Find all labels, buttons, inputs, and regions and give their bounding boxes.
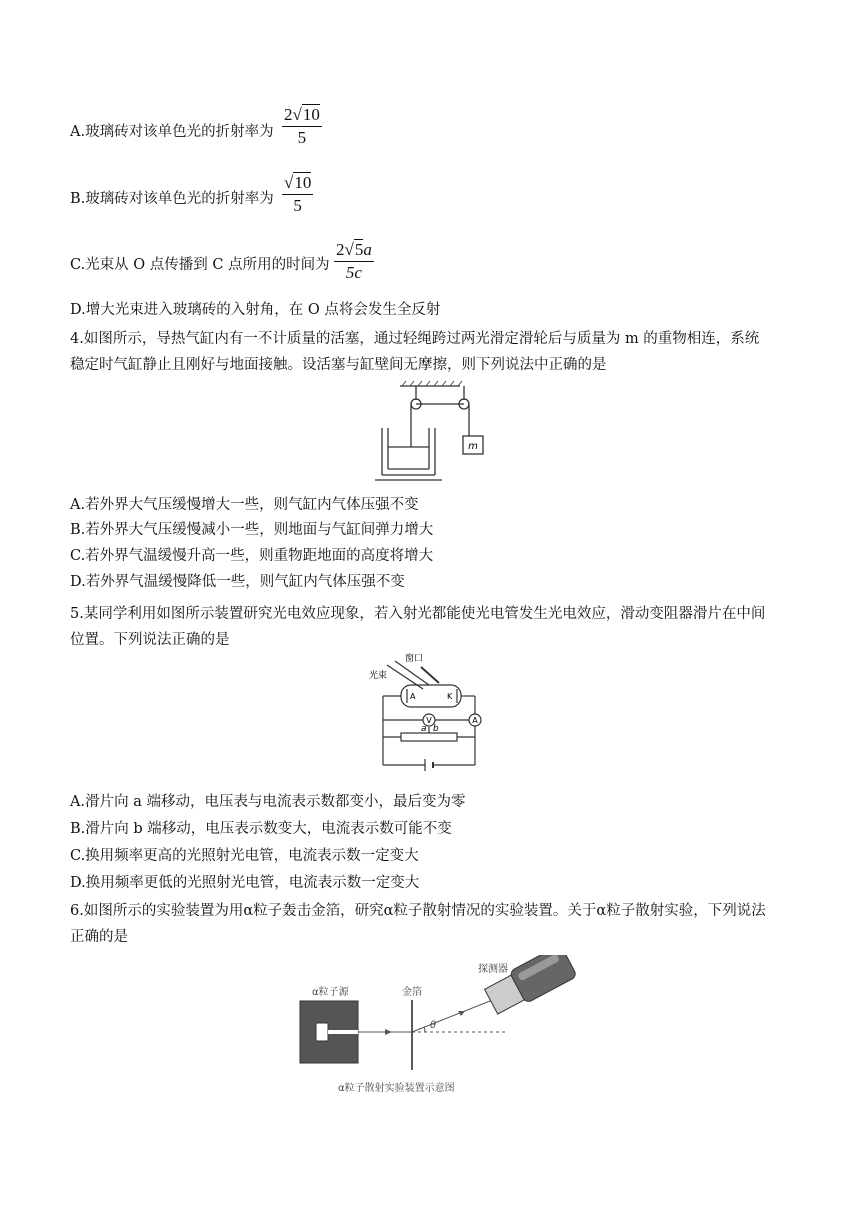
beam-label: 光束: [369, 671, 388, 681]
q5-option-a: A.滑片向 a 端移动，电压表与电流表示数都变小，最后变为零: [70, 794, 466, 810]
anode-label: A: [410, 692, 416, 701]
q4-option-c: C.若外界气温缓慢升高一些，则重物距地面的高度将增大: [70, 548, 434, 564]
q6-stem-line2: 正确的是: [70, 929, 128, 945]
q4-option-a: A.若外界大气压缓慢增大一些，则气缸内气体压强不变: [70, 497, 419, 513]
option-b: B.玻璃砖对该单色光的折射率为: [70, 191, 274, 207]
detector-label: 探测器: [478, 964, 508, 975]
q6-figure: [290, 955, 580, 1100]
angle-label: θ: [430, 1020, 437, 1031]
q4-option-b: B.若外界大气压缓慢减小一些，则地面与气缸间弹力增大: [70, 522, 434, 538]
voltmeter-label: V: [426, 716, 432, 725]
q5-figure: [365, 653, 500, 786]
q5-option-c: C.换用频率更高的光照射光电管，电流表示数一定变大: [70, 848, 419, 864]
mass-label: m: [468, 441, 478, 452]
option-d: D.增大光束进入玻璃砖的入射角，在 O 点将会发生全反射: [70, 302, 441, 318]
fraction-b: √10 5: [284, 173, 312, 215]
ammeter-label: A: [472, 716, 478, 725]
q4-stem-line1: 4.如图所示，导热气缸内有一不计质量的活塞，通过轻绳跨过两光滑定滑轮后与质量为 m 的重物相连，系统: [70, 331, 760, 347]
q5-option-d: D.换用频率更低的光照射光电管，电流表示数一定变大: [70, 875, 420, 891]
fraction-c: 2√5a 5c: [336, 240, 372, 282]
q5-stem-line2: 位置。下列说法正确的是: [70, 632, 230, 648]
option-a: A.玻璃砖对该单色光的折射率为: [70, 124, 274, 140]
option-c: C.光束从 O 点传播到 C 点所用的时间为: [70, 257, 330, 273]
fraction-a: 2√10 5: [284, 105, 320, 147]
window-label: 窗口: [405, 654, 424, 664]
q6-stem-line1: 6.如图所示的实验装置为用α粒子轰击金箔，研究α粒子散射情况的实验装置。关于α粒子散射实验，下列说法: [70, 903, 766, 919]
q4-stem-line2: 稳定时气缸静止且刚好与地面接触。设活塞与缸壁间无摩擦，则下列说法中正确的是: [70, 357, 607, 373]
q4-figure: [370, 380, 500, 486]
foil-label: 金箔: [402, 987, 422, 998]
end-a-label: a: [421, 724, 427, 734]
source-label: α粒子源: [312, 987, 349, 998]
cathode-label: K: [447, 692, 453, 701]
q4-option-d: D.若外界气温缓慢降低一些，则气缸内气体压强不变: [70, 574, 405, 590]
figure-caption: α粒子散射实验装置示意图: [338, 1083, 455, 1094]
q5-stem-line1: 5.某同学利用如图所示装置研究光电效应现象，若入射光都能使光电管发生光电效应，滑动变阻器滑片在中间: [70, 606, 766, 622]
q5-option-b: B.滑片向 b 端移动，电压表示数变大，电流表示数可能不变: [70, 821, 452, 837]
end-b-label: b: [433, 724, 439, 734]
